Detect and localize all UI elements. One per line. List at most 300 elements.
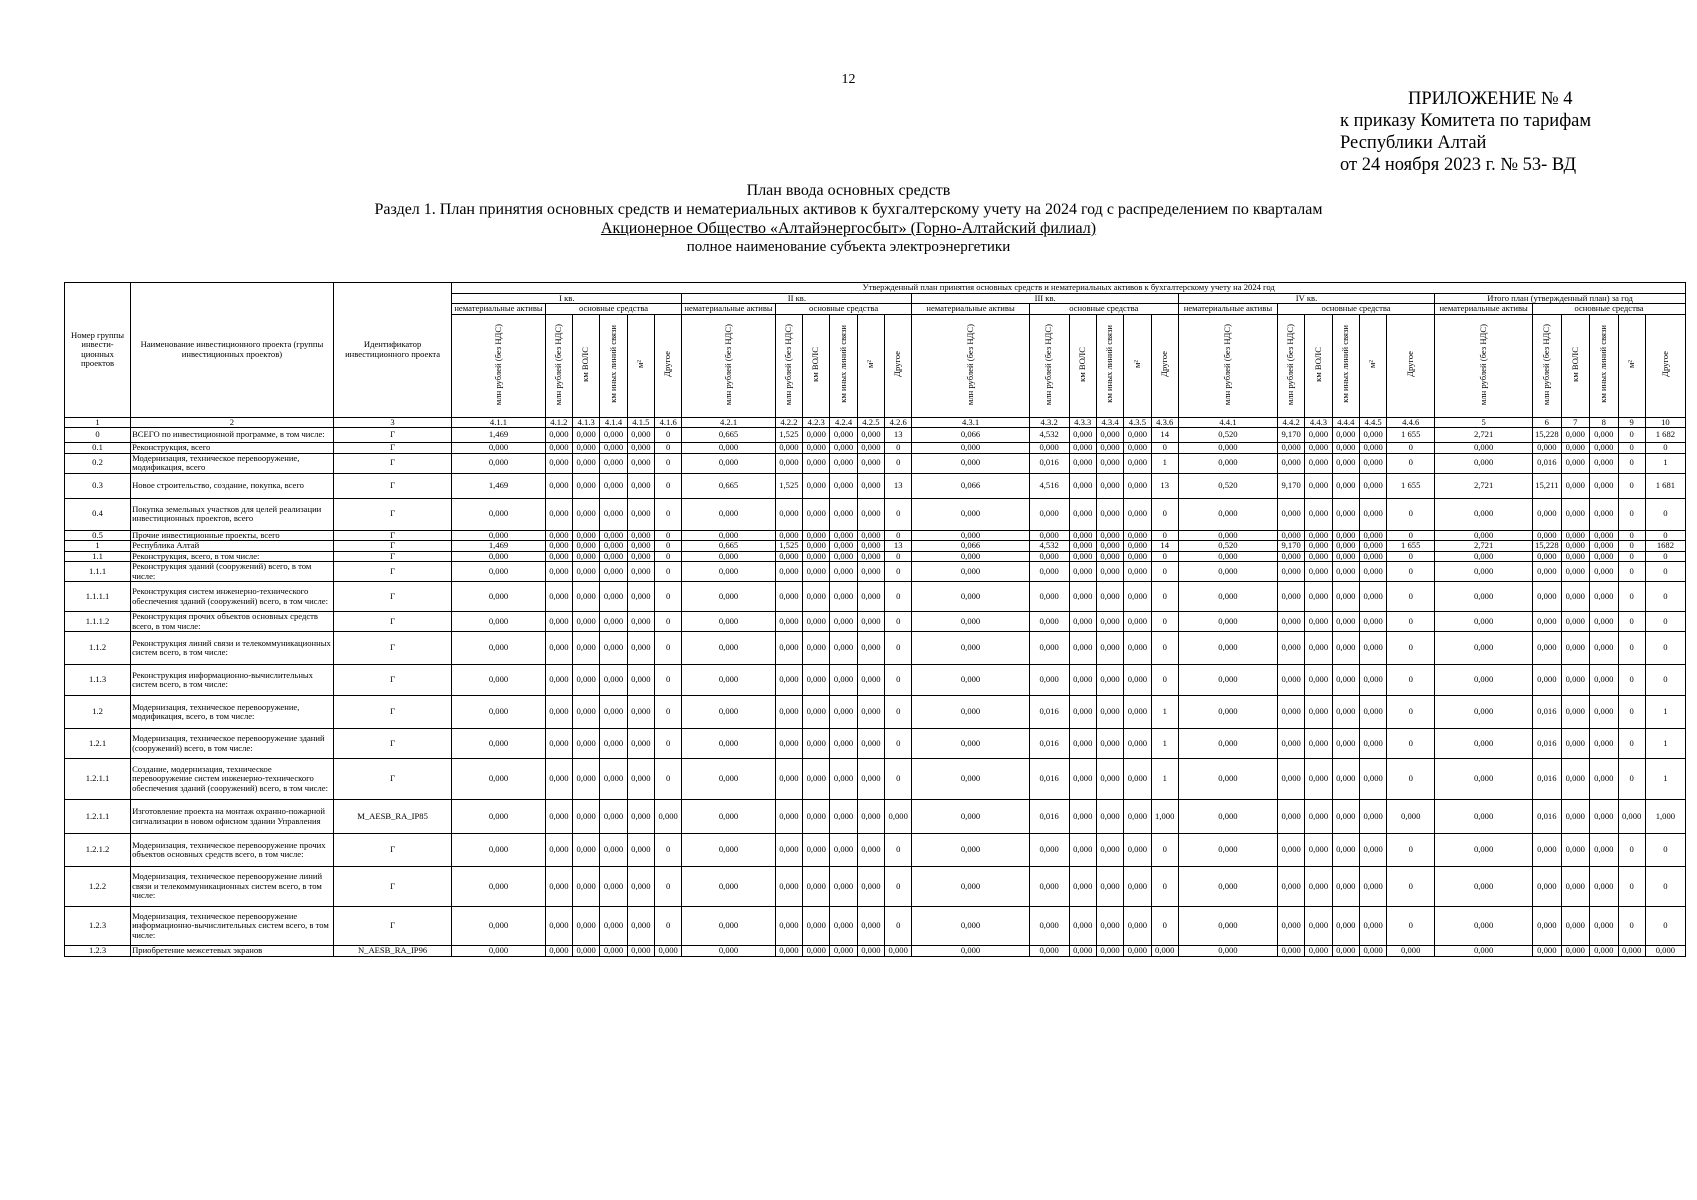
row-value: 0,000 bbox=[857, 541, 884, 552]
row-value: 0,000 bbox=[1561, 907, 1589, 946]
row-value: 0 bbox=[1387, 582, 1435, 612]
row-value: 0,000 bbox=[1561, 632, 1589, 665]
row-value: 0,000 bbox=[1590, 867, 1618, 907]
row-value: 0,000 bbox=[1069, 946, 1096, 957]
row-value: 0,665 bbox=[682, 473, 775, 498]
row-number: 1.1.2 bbox=[65, 632, 131, 665]
row-value: 0 bbox=[1151, 834, 1178, 867]
row-number: 0 bbox=[65, 428, 131, 443]
row-value: 0,000 bbox=[573, 498, 600, 530]
row-value: 0,000 bbox=[452, 696, 545, 729]
row-value: 0,000 bbox=[545, 834, 572, 867]
row-value: 0,000 bbox=[682, 907, 775, 946]
row-value: 0,000 bbox=[1590, 541, 1618, 552]
row-value: 0,000 bbox=[573, 946, 600, 957]
row-value: 0,000 bbox=[1277, 696, 1304, 729]
table-row bbox=[65, 541, 1686, 552]
row-value: 0,000 bbox=[1305, 562, 1332, 582]
row-value: 0,000 bbox=[830, 907, 857, 946]
row-value: 0,000 bbox=[1124, 562, 1151, 582]
row-value: 0 bbox=[1387, 612, 1435, 632]
row-value: 0,000 bbox=[1561, 612, 1589, 632]
row-value: 0,000 bbox=[830, 867, 857, 907]
row-value: 0,000 bbox=[1178, 696, 1277, 729]
row-value: 0,000 bbox=[1096, 696, 1123, 729]
row-value: 0,000 bbox=[857, 834, 884, 867]
row-value: 0,000 bbox=[1561, 946, 1589, 957]
row-value: 0,000 bbox=[545, 498, 572, 530]
header-group-number: Номер группы инвести- ционных проектов bbox=[65, 283, 131, 418]
row-value: 0,000 bbox=[830, 443, 857, 454]
row-value: 0,000 bbox=[857, 530, 884, 541]
row-project-name: Модернизация, техническое перевооружение линий связи и телекоммуникационных систем всего, в том числе: bbox=[131, 867, 334, 907]
row-value: 0,000 bbox=[857, 632, 884, 665]
row-value: 0,000 bbox=[1435, 946, 1533, 957]
row-number: 1.2.2 bbox=[65, 867, 131, 907]
row-value: 0,000 bbox=[912, 759, 1029, 800]
row-value: 0,000 bbox=[1332, 473, 1359, 498]
row-value: 0 bbox=[1387, 498, 1435, 530]
row-value: 0,000 bbox=[1435, 551, 1533, 562]
row-value: 0 bbox=[1645, 582, 1685, 612]
row-value: 0,000 bbox=[1277, 834, 1304, 867]
row-value: 1,469 bbox=[452, 428, 545, 443]
row-value: 0,000 bbox=[1305, 729, 1332, 759]
row-value: 0,000 bbox=[775, 696, 802, 729]
row-value: 0,000 bbox=[1533, 582, 1561, 612]
row-value: 0 bbox=[885, 907, 912, 946]
header-total: Итого план (утвержденный план) за год bbox=[1435, 293, 1686, 304]
row-value: 0,000 bbox=[682, 582, 775, 612]
row-value: 0,000 bbox=[600, 551, 627, 562]
column-number: 8 bbox=[1590, 417, 1618, 428]
row-value: 0,000 bbox=[452, 582, 545, 612]
row-value: 0,000 bbox=[1096, 582, 1123, 612]
row-value: 0,000 bbox=[1069, 530, 1096, 541]
header-unit: млн рублей (без НДС) bbox=[912, 314, 1029, 417]
row-value: 0,000 bbox=[1435, 612, 1533, 632]
row-value: 0,000 bbox=[600, 612, 627, 632]
row-value: 0 bbox=[655, 562, 682, 582]
row-value: 0,000 bbox=[600, 946, 627, 957]
row-value: 0,000 bbox=[1435, 907, 1533, 946]
row-value: 0,000 bbox=[1435, 453, 1533, 473]
table-row bbox=[65, 729, 1686, 759]
row-value: 0,000 bbox=[830, 541, 857, 552]
row-value: 0,000 bbox=[452, 562, 545, 582]
column-number: 4.1.6 bbox=[655, 417, 682, 428]
row-value: 0,000 bbox=[857, 907, 884, 946]
row-project-name: Прочие инвестиционные проекты, всего bbox=[131, 530, 334, 541]
row-value: 0,000 bbox=[803, 562, 830, 582]
row-value: 0,000 bbox=[803, 834, 830, 867]
row-value: 0 bbox=[1645, 530, 1685, 541]
row-value: 0,000 bbox=[600, 443, 627, 454]
row-value: 0,000 bbox=[1096, 551, 1123, 562]
table-row bbox=[65, 759, 1686, 800]
row-value: 0,000 bbox=[1561, 541, 1589, 552]
row-value: 0,000 bbox=[1332, 551, 1359, 562]
row-value: 0,000 bbox=[627, 632, 654, 665]
row-value: 0,000 bbox=[1561, 834, 1589, 867]
column-number: 4.3.3 bbox=[1069, 417, 1096, 428]
column-number: 1 bbox=[65, 417, 131, 428]
row-value: 0,066 bbox=[912, 428, 1029, 443]
row-value: 0,000 bbox=[1305, 530, 1332, 541]
row-value: 0 bbox=[1645, 834, 1685, 867]
row-value: 0,000 bbox=[1590, 612, 1618, 632]
row-value: 0,000 bbox=[452, 867, 545, 907]
row-value: 0,000 bbox=[1029, 530, 1069, 541]
row-value: 0,000 bbox=[1561, 473, 1589, 498]
row-value: 0 bbox=[1151, 530, 1178, 541]
row-value: 0,000 bbox=[1533, 498, 1561, 530]
row-value: 0,000 bbox=[1561, 867, 1589, 907]
row-value: 0,000 bbox=[1332, 632, 1359, 665]
row-value: 0,000 bbox=[545, 473, 572, 498]
row-value: 0,000 bbox=[452, 453, 545, 473]
table-row bbox=[65, 800, 1686, 834]
header-unit: Другое bbox=[1645, 314, 1685, 417]
header-approved-plan: Утвержденный план принятия основных средств и нематериальных активов к бухгалтерскому учету на 2024 год bbox=[452, 283, 1686, 294]
row-value: 0,000 bbox=[682, 729, 775, 759]
row-value: 0,000 bbox=[573, 834, 600, 867]
row-value: 4,532 bbox=[1029, 428, 1069, 443]
row-value: 2,721 bbox=[1435, 473, 1533, 498]
table-row bbox=[65, 530, 1686, 541]
row-value: 9,170 bbox=[1277, 428, 1304, 443]
row-value: 0,000 bbox=[545, 759, 572, 800]
row-value: 0,000 bbox=[600, 582, 627, 612]
row-value: 0,000 bbox=[1561, 696, 1589, 729]
row-value: 1 bbox=[1151, 729, 1178, 759]
row-value: 0 bbox=[1618, 665, 1645, 696]
row-value: 0 bbox=[1387, 729, 1435, 759]
row-value: 0,000 bbox=[545, 428, 572, 443]
row-project-name: Реконструкция, всего bbox=[131, 443, 334, 454]
row-value: 0,000 bbox=[857, 582, 884, 612]
row-project-id: Г bbox=[333, 453, 451, 473]
column-number: 4.2.2 bbox=[775, 417, 802, 428]
row-value: 0,000 bbox=[573, 541, 600, 552]
row-value: 0,000 bbox=[830, 562, 857, 582]
row-value: 0,000 bbox=[1178, 530, 1277, 541]
row-value: 0,000 bbox=[1332, 759, 1359, 800]
row-value: 0,000 bbox=[1277, 582, 1304, 612]
row-value: 0,000 bbox=[627, 443, 654, 454]
row-value: 0,000 bbox=[1332, 582, 1359, 612]
row-value: 0,000 bbox=[912, 800, 1029, 834]
row-value: 0,000 bbox=[1096, 759, 1123, 800]
row-project-id: Г bbox=[333, 551, 451, 562]
row-value: 0,000 bbox=[1178, 800, 1277, 834]
row-value: 0,000 bbox=[1332, 665, 1359, 696]
row-value: 0,665 bbox=[682, 541, 775, 552]
row-value: 0,000 bbox=[1029, 632, 1069, 665]
row-value: 0,000 bbox=[682, 759, 775, 800]
row-value: 0,000 bbox=[1590, 453, 1618, 473]
row-value: 0,000 bbox=[1069, 729, 1096, 759]
header-fixed-assets: основные средства bbox=[1029, 304, 1178, 315]
row-value: 0,000 bbox=[1178, 498, 1277, 530]
row-value: 0,000 bbox=[830, 632, 857, 665]
header-intangible: нематериальные активы bbox=[452, 304, 545, 315]
row-number: 1.2.1.2 bbox=[65, 834, 131, 867]
row-value: 0,000 bbox=[912, 562, 1029, 582]
header-unit: млн рублей (без НДС) bbox=[452, 314, 545, 417]
row-value: 0,000 bbox=[1590, 729, 1618, 759]
table-row bbox=[65, 632, 1686, 665]
row-value: 0,000 bbox=[1533, 562, 1561, 582]
row-value: 0,000 bbox=[545, 729, 572, 759]
header-unit: Другое bbox=[1151, 314, 1178, 417]
row-value: 0,000 bbox=[1096, 612, 1123, 632]
row-value: 0,000 bbox=[1029, 612, 1069, 632]
row-value: 0,000 bbox=[1029, 867, 1069, 907]
appendix-block bbox=[1340, 88, 1690, 176]
row-value: 0,000 bbox=[627, 946, 654, 957]
row-value: 0,000 bbox=[775, 632, 802, 665]
row-value: 0 bbox=[1387, 530, 1435, 541]
row-value: 0,000 bbox=[1305, 612, 1332, 632]
row-value: 0,000 bbox=[1096, 473, 1123, 498]
row-value: 0,000 bbox=[1124, 498, 1151, 530]
table-row bbox=[65, 665, 1686, 696]
row-value: 0,000 bbox=[452, 498, 545, 530]
row-value: 0,000 bbox=[803, 443, 830, 454]
row-value: 0 bbox=[1151, 551, 1178, 562]
row-value: 0,000 bbox=[830, 696, 857, 729]
row-value: 0,000 bbox=[1069, 800, 1096, 834]
column-number: 7 bbox=[1561, 417, 1589, 428]
row-value: 0,000 bbox=[452, 632, 545, 665]
row-value: 0,000 bbox=[1069, 443, 1096, 454]
row-project-name: Модернизация, техническое перевооружение информационно-вычислительных систем всего, в том числе: bbox=[131, 907, 334, 946]
row-number: 1.1.1.1 bbox=[65, 582, 131, 612]
row-value: 0,000 bbox=[1069, 453, 1096, 473]
row-value: 0,000 bbox=[1435, 867, 1533, 907]
header-unit: м² bbox=[1359, 314, 1386, 417]
row-value: 0,000 bbox=[803, 612, 830, 632]
row-value: 0,000 bbox=[1305, 867, 1332, 907]
row-project-id: Г bbox=[333, 665, 451, 696]
row-value: 0,000 bbox=[1096, 530, 1123, 541]
row-value: 0,000 bbox=[600, 729, 627, 759]
row-value: 0 bbox=[1387, 867, 1435, 907]
row-value: 0,000 bbox=[1561, 551, 1589, 562]
column-number: 5 bbox=[1435, 417, 1533, 428]
row-value: 0 bbox=[1151, 562, 1178, 582]
row-value: 0,000 bbox=[600, 759, 627, 800]
row-project-name: Покупка земельных участков для целей реализации инвестиционных проектов, всего bbox=[131, 498, 334, 530]
row-value: 0,000 bbox=[1561, 443, 1589, 454]
row-value: 0,000 bbox=[830, 729, 857, 759]
row-value: 0,000 bbox=[545, 541, 572, 552]
header-unit: км ВОЛС bbox=[1305, 314, 1332, 417]
row-value: 0,000 bbox=[1124, 473, 1151, 498]
row-value: 0,000 bbox=[857, 453, 884, 473]
header-unit: км иных линий связи bbox=[1332, 314, 1359, 417]
header-unit: км иных линий связи bbox=[1590, 314, 1618, 417]
table-row bbox=[65, 473, 1686, 498]
row-value: 0 bbox=[885, 498, 912, 530]
column-number: 6 bbox=[1533, 417, 1561, 428]
row-value: 0,000 bbox=[775, 867, 802, 907]
row-value: 0,000 bbox=[627, 562, 654, 582]
row-value: 0,000 bbox=[600, 867, 627, 907]
row-value: 0,000 bbox=[1332, 541, 1359, 552]
row-value: 0,000 bbox=[682, 551, 775, 562]
row-value: 1 bbox=[1645, 759, 1685, 800]
header-quarter-1: I кв. bbox=[452, 293, 682, 304]
appendix-line: от 24 ноября 2023 г. № 53- ВД bbox=[1340, 155, 1577, 175]
row-value: 0,000 bbox=[803, 582, 830, 612]
row-value: 0,000 bbox=[1069, 498, 1096, 530]
row-value: 0 bbox=[1387, 696, 1435, 729]
column-number: 4.2.5 bbox=[857, 417, 884, 428]
row-value: 0,000 bbox=[1590, 665, 1618, 696]
row-value: 0,000 bbox=[1096, 428, 1123, 443]
row-value: 0,000 bbox=[857, 473, 884, 498]
row-value: 0,000 bbox=[1305, 428, 1332, 443]
row-project-name: Модернизация, техническое перевооружение, модификация, всего bbox=[131, 453, 334, 473]
table-row bbox=[65, 498, 1686, 530]
row-value: 0,000 bbox=[600, 632, 627, 665]
column-number: 4.2.6 bbox=[885, 417, 912, 428]
row-value: 0 bbox=[1387, 907, 1435, 946]
row-value: 0,016 bbox=[1029, 453, 1069, 473]
row-value: 13 bbox=[885, 473, 912, 498]
row-number: 1.1 bbox=[65, 551, 131, 562]
row-value: 0,000 bbox=[573, 473, 600, 498]
row-value: 0,000 bbox=[627, 665, 654, 696]
row-value: 0,000 bbox=[452, 612, 545, 632]
row-value: 0,000 bbox=[1124, 551, 1151, 562]
row-value: 0,000 bbox=[1096, 453, 1123, 473]
header-unit: Другое bbox=[1387, 314, 1435, 417]
row-value: 0 bbox=[885, 453, 912, 473]
header-quarter-2: II кв. bbox=[682, 293, 912, 304]
row-value: 0 bbox=[1151, 582, 1178, 612]
row-value: 0,000 bbox=[1277, 453, 1304, 473]
row-value: 0,000 bbox=[452, 759, 545, 800]
row-value: 0,000 bbox=[775, 582, 802, 612]
row-value: 0,000 bbox=[1277, 946, 1304, 957]
row-value: 1 681 bbox=[1645, 473, 1685, 498]
row-value: 0,000 bbox=[803, 498, 830, 530]
document-titles bbox=[0, 181, 1697, 257]
row-number: 1.2.1 bbox=[65, 729, 131, 759]
header-unit: м² bbox=[857, 314, 884, 417]
header-unit: Другое bbox=[885, 314, 912, 417]
row-value: 0,000 bbox=[1590, 473, 1618, 498]
row-value: 0,000 bbox=[1178, 443, 1277, 454]
row-value: 0 bbox=[1618, 867, 1645, 907]
row-value: 0,000 bbox=[1332, 530, 1359, 541]
row-value: 0 bbox=[1387, 551, 1435, 562]
row-project-name: Модернизация, техническое перевооружение прочих объектов основных средств всего, в том числе: bbox=[131, 834, 334, 867]
row-value: 0,000 bbox=[830, 834, 857, 867]
column-number: 3 bbox=[333, 417, 451, 428]
row-value: 0,000 bbox=[857, 665, 884, 696]
row-value: 0,000 bbox=[912, 946, 1029, 957]
row-value: 0,000 bbox=[1359, 453, 1386, 473]
row-project-id: Г bbox=[333, 498, 451, 530]
row-value: 1 655 bbox=[1387, 428, 1435, 443]
row-value: 0,000 bbox=[1124, 759, 1151, 800]
row-value: 0,000 bbox=[1435, 582, 1533, 612]
row-project-name: Модернизация, техническое перевооружение зданий (сооружений) всего, в том числе: bbox=[131, 729, 334, 759]
row-value: 0,000 bbox=[1178, 729, 1277, 759]
row-value: 0,000 bbox=[1332, 443, 1359, 454]
row-value: 0,000 bbox=[600, 907, 627, 946]
row-value: 0 bbox=[1618, 428, 1645, 443]
row-project-name: ВСЕГО по инвестиционной программе, в том числе: bbox=[131, 428, 334, 443]
row-value: 0,000 bbox=[1277, 612, 1304, 632]
row-value: 0,000 bbox=[573, 551, 600, 562]
table-row bbox=[65, 443, 1686, 454]
row-project-id: Г bbox=[333, 867, 451, 907]
row-value: 0,000 bbox=[1533, 551, 1561, 562]
row-value: 0,000 bbox=[1277, 759, 1304, 800]
row-value: 1 bbox=[1645, 453, 1685, 473]
row-value: 0,000 bbox=[573, 530, 600, 541]
header-unit: км ВОЛС bbox=[803, 314, 830, 417]
row-value: 0,000 bbox=[573, 443, 600, 454]
header-unit: млн рублей (без НДС) bbox=[1533, 314, 1561, 417]
row-value: 0,000 bbox=[912, 530, 1029, 541]
row-value: 0,000 bbox=[775, 665, 802, 696]
row-value: 0,000 bbox=[545, 665, 572, 696]
row-value: 1,525 bbox=[775, 473, 802, 498]
row-value: 0 bbox=[885, 562, 912, 582]
row-project-id: Г bbox=[333, 612, 451, 632]
row-value: 0,000 bbox=[1561, 759, 1589, 800]
row-value: 0 bbox=[1618, 729, 1645, 759]
row-value: 0,000 bbox=[1096, 907, 1123, 946]
row-value: 1,525 bbox=[775, 541, 802, 552]
row-value: 0,000 bbox=[545, 907, 572, 946]
row-value: 0,000 bbox=[1178, 632, 1277, 665]
row-value: 0,000 bbox=[1305, 665, 1332, 696]
row-value: 0,000 bbox=[857, 867, 884, 907]
row-value: 1 bbox=[1645, 729, 1685, 759]
row-value: 0,000 bbox=[857, 498, 884, 530]
row-value: 0,000 bbox=[1178, 551, 1277, 562]
header-intangible: нематериальные активы bbox=[682, 304, 775, 315]
row-value: 0,000 bbox=[1305, 834, 1332, 867]
column-number: 4.4.1 bbox=[1178, 417, 1277, 428]
row-value: 0,000 bbox=[1178, 453, 1277, 473]
row-value: 0,000 bbox=[1124, 907, 1151, 946]
row-value: 0 bbox=[655, 665, 682, 696]
table-row bbox=[65, 428, 1686, 443]
row-value: 0,000 bbox=[682, 498, 775, 530]
row-value: 0,000 bbox=[1277, 907, 1304, 946]
row-value: 0 bbox=[1151, 907, 1178, 946]
row-value: 0 bbox=[1151, 443, 1178, 454]
row-value: 0,000 bbox=[1533, 612, 1561, 632]
row-value: 0,000 bbox=[1435, 800, 1533, 834]
row-value: 0,000 bbox=[1435, 729, 1533, 759]
row-value: 0 bbox=[1645, 632, 1685, 665]
row-value: 0 bbox=[1151, 867, 1178, 907]
row-value: 0,000 bbox=[1305, 800, 1332, 834]
row-value: 0,000 bbox=[1178, 946, 1277, 957]
row-project-id: Г bbox=[333, 428, 451, 443]
row-number: 0.5 bbox=[65, 530, 131, 541]
row-value: 0,000 bbox=[452, 665, 545, 696]
